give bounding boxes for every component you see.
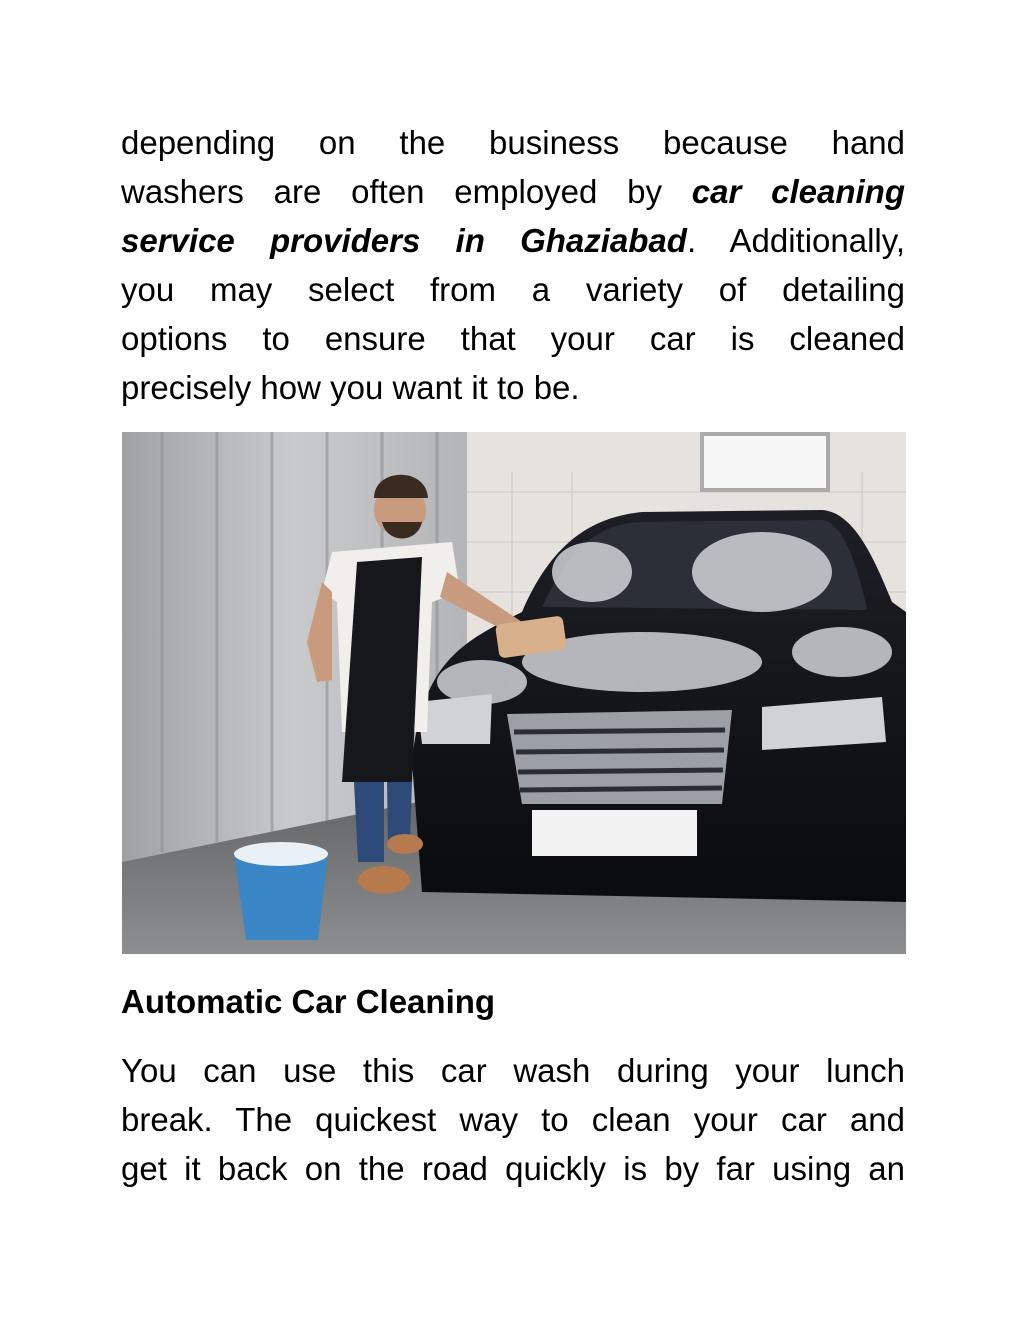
text-line: options to ensure that your car is cleaned [121, 320, 905, 357]
section-heading: Automatic Car Cleaning [121, 983, 496, 1020]
text-run: . Additionally, [686, 222, 905, 259]
text-line: break. The quickest way to clean your car and [121, 1101, 905, 1138]
body-paragraph [121, 118, 905, 412]
text-line: get it back on the road quickly is by far using an [121, 1150, 905, 1187]
text-line: You can use this car wash during your lunch [121, 1052, 905, 1089]
text-line: you may select from a variety of detailing [121, 271, 905, 308]
text-line [121, 167, 905, 216]
text-line: depending on the business because hand [121, 124, 905, 161]
text-line [121, 216, 905, 265]
body-paragraph [121, 1046, 905, 1193]
text-line: precisely how you want it to be. [121, 369, 580, 406]
emphasized-link-text: service providers in Ghaziabad [121, 222, 687, 259]
text-run: washers are often employed by [121, 173, 692, 210]
emphasized-link-text: car cleaning [691, 173, 905, 210]
car-wash-photo [122, 432, 906, 954]
